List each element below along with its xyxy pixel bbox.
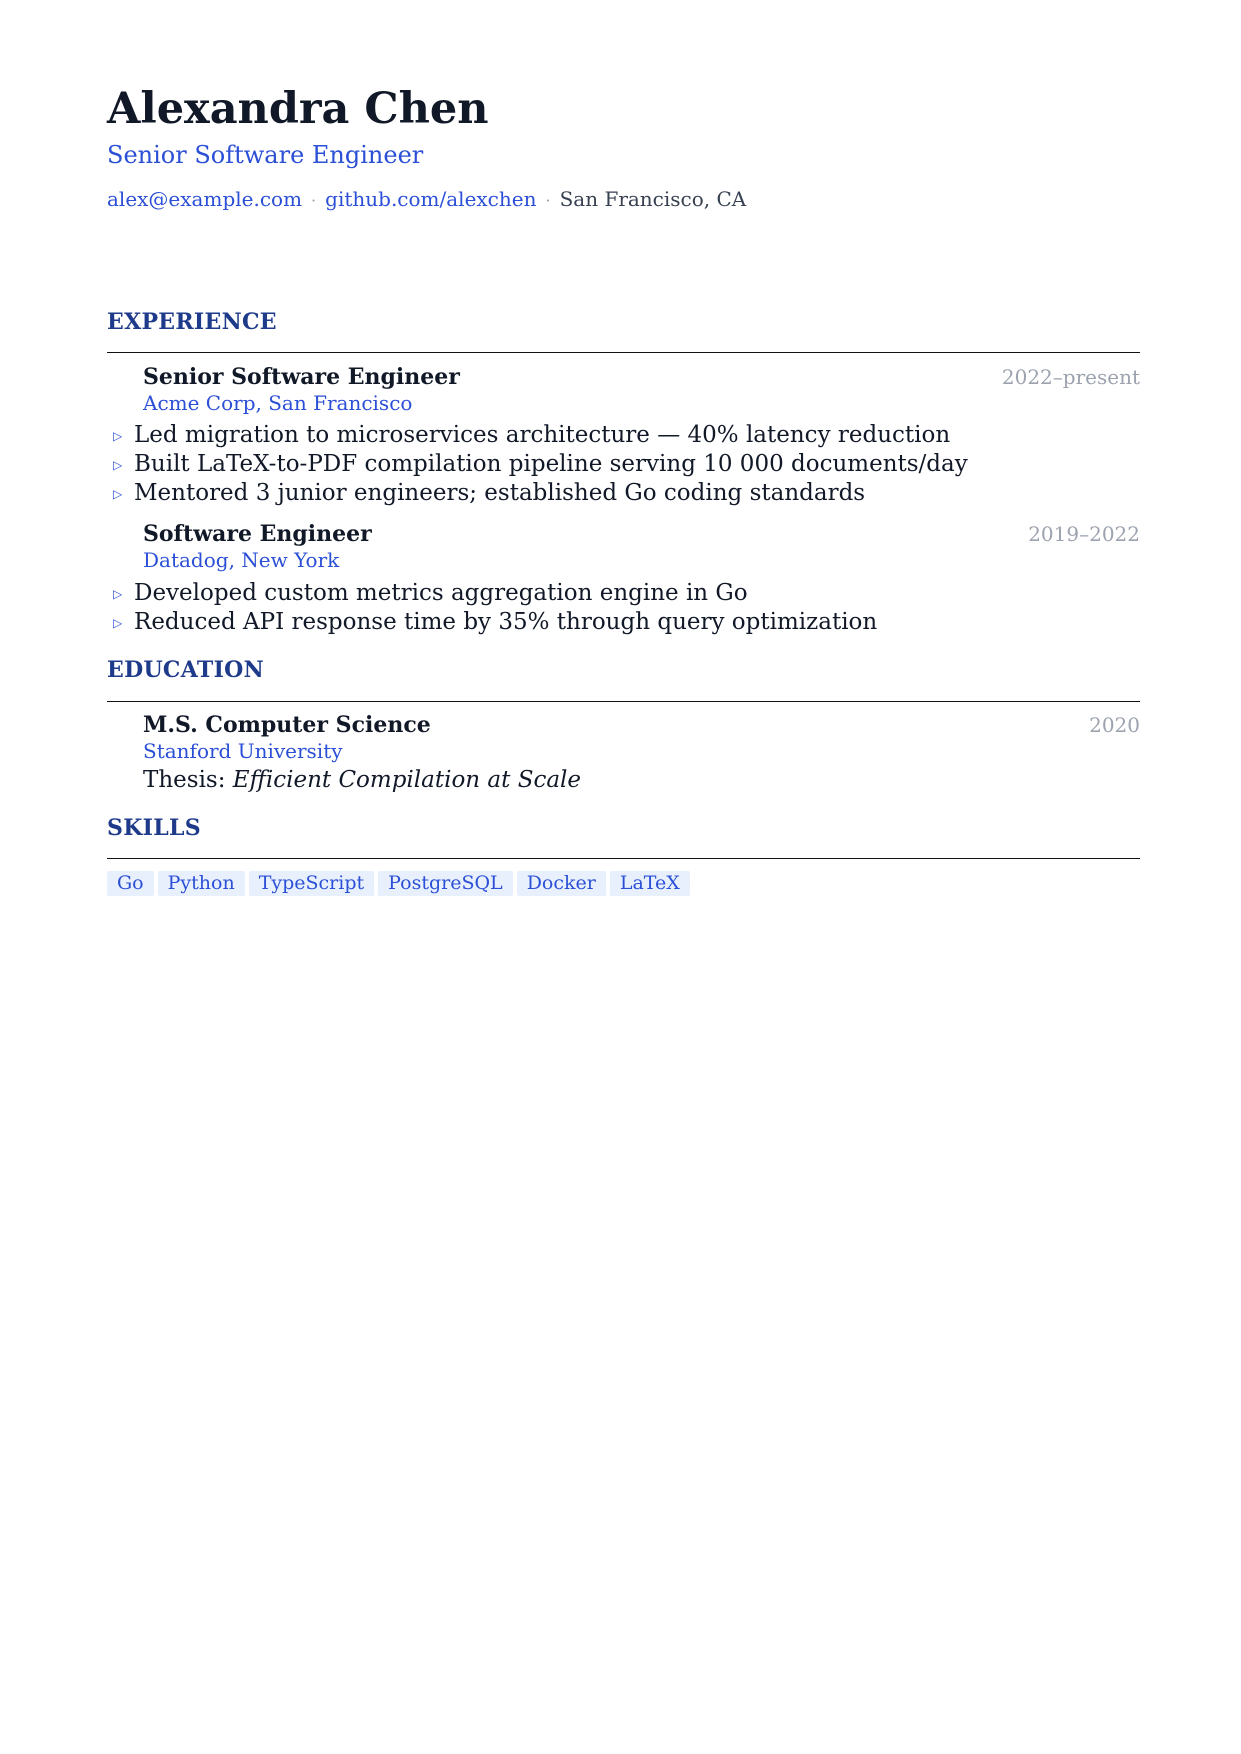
job-bullet: ▷ Developed custom metrics aggregation engine in Go bbox=[107, 582, 748, 605]
triangle-right-outline-icon: ▷ bbox=[113, 429, 123, 443]
school-name: Stanford University bbox=[143, 739, 343, 763]
triangle-right-outline-icon: ▷ bbox=[113, 458, 123, 472]
skill-tag: Docker bbox=[517, 871, 606, 896]
job-bullet: ▷ Led migration to microservices architecture — 40% latency reduction bbox=[107, 424, 950, 447]
section-divider bbox=[107, 858, 1140, 859]
candidate-name: Alexandra Chen bbox=[107, 84, 489, 134]
job-bullet: ▷ Built LaTeX-to-PDF compilation pipeline serving 10 000 documents/day bbox=[107, 453, 968, 476]
skill-tag: LaTeX bbox=[610, 871, 690, 896]
thesis-label: Thesis: bbox=[143, 767, 226, 793]
job-org: Datadog, New York bbox=[143, 548, 340, 572]
thesis-line bbox=[143, 769, 581, 792]
job-title: Senior Software Engineer bbox=[143, 364, 460, 390]
skills-list bbox=[107, 871, 690, 896]
job-org: Acme Corp, San Francisco bbox=[143, 391, 413, 415]
section-title-education: EDUCATION bbox=[107, 657, 265, 683]
job-bullet: ▷ Reduced API response time by 35% through query optimization bbox=[107, 611, 877, 634]
section-title-skills: SKILLS bbox=[107, 815, 201, 841]
job-date: 2022–present bbox=[1001, 365, 1140, 389]
skill-tag: Python bbox=[158, 871, 245, 896]
contact-line bbox=[107, 189, 746, 209]
triangle-right-outline-icon: ▷ bbox=[113, 487, 123, 501]
location-text: San Francisco, CA bbox=[559, 187, 747, 211]
separator-dot: · bbox=[545, 191, 551, 210]
job-title: Software Engineer bbox=[143, 521, 372, 547]
degree-date: 2020 bbox=[1089, 713, 1140, 737]
triangle-right-outline-icon: ▷ bbox=[113, 616, 123, 630]
email-link[interactable]: alex@example.com bbox=[107, 187, 303, 211]
section-title-experience: EXPERIENCE bbox=[107, 309, 277, 335]
candidate-role: Senior Software Engineer bbox=[107, 141, 424, 169]
degree-title: M.S. Computer Science bbox=[143, 712, 431, 738]
skill-tag: PostgreSQL bbox=[378, 871, 513, 896]
thesis-title: Efficient Compilation at Scale bbox=[232, 767, 582, 793]
section-divider bbox=[107, 352, 1140, 353]
job-date: 2019–2022 bbox=[1028, 522, 1140, 546]
section-divider bbox=[107, 701, 1140, 702]
skill-tag: Go bbox=[107, 871, 154, 896]
skill-tag: TypeScript bbox=[249, 871, 374, 896]
triangle-right-outline-icon: ▷ bbox=[113, 587, 123, 601]
separator-dot: · bbox=[311, 191, 317, 210]
job-bullet: ▷ Mentored 3 junior engineers; established Go coding standards bbox=[107, 482, 865, 505]
github-link[interactable]: github.com/alexchen bbox=[325, 187, 537, 211]
